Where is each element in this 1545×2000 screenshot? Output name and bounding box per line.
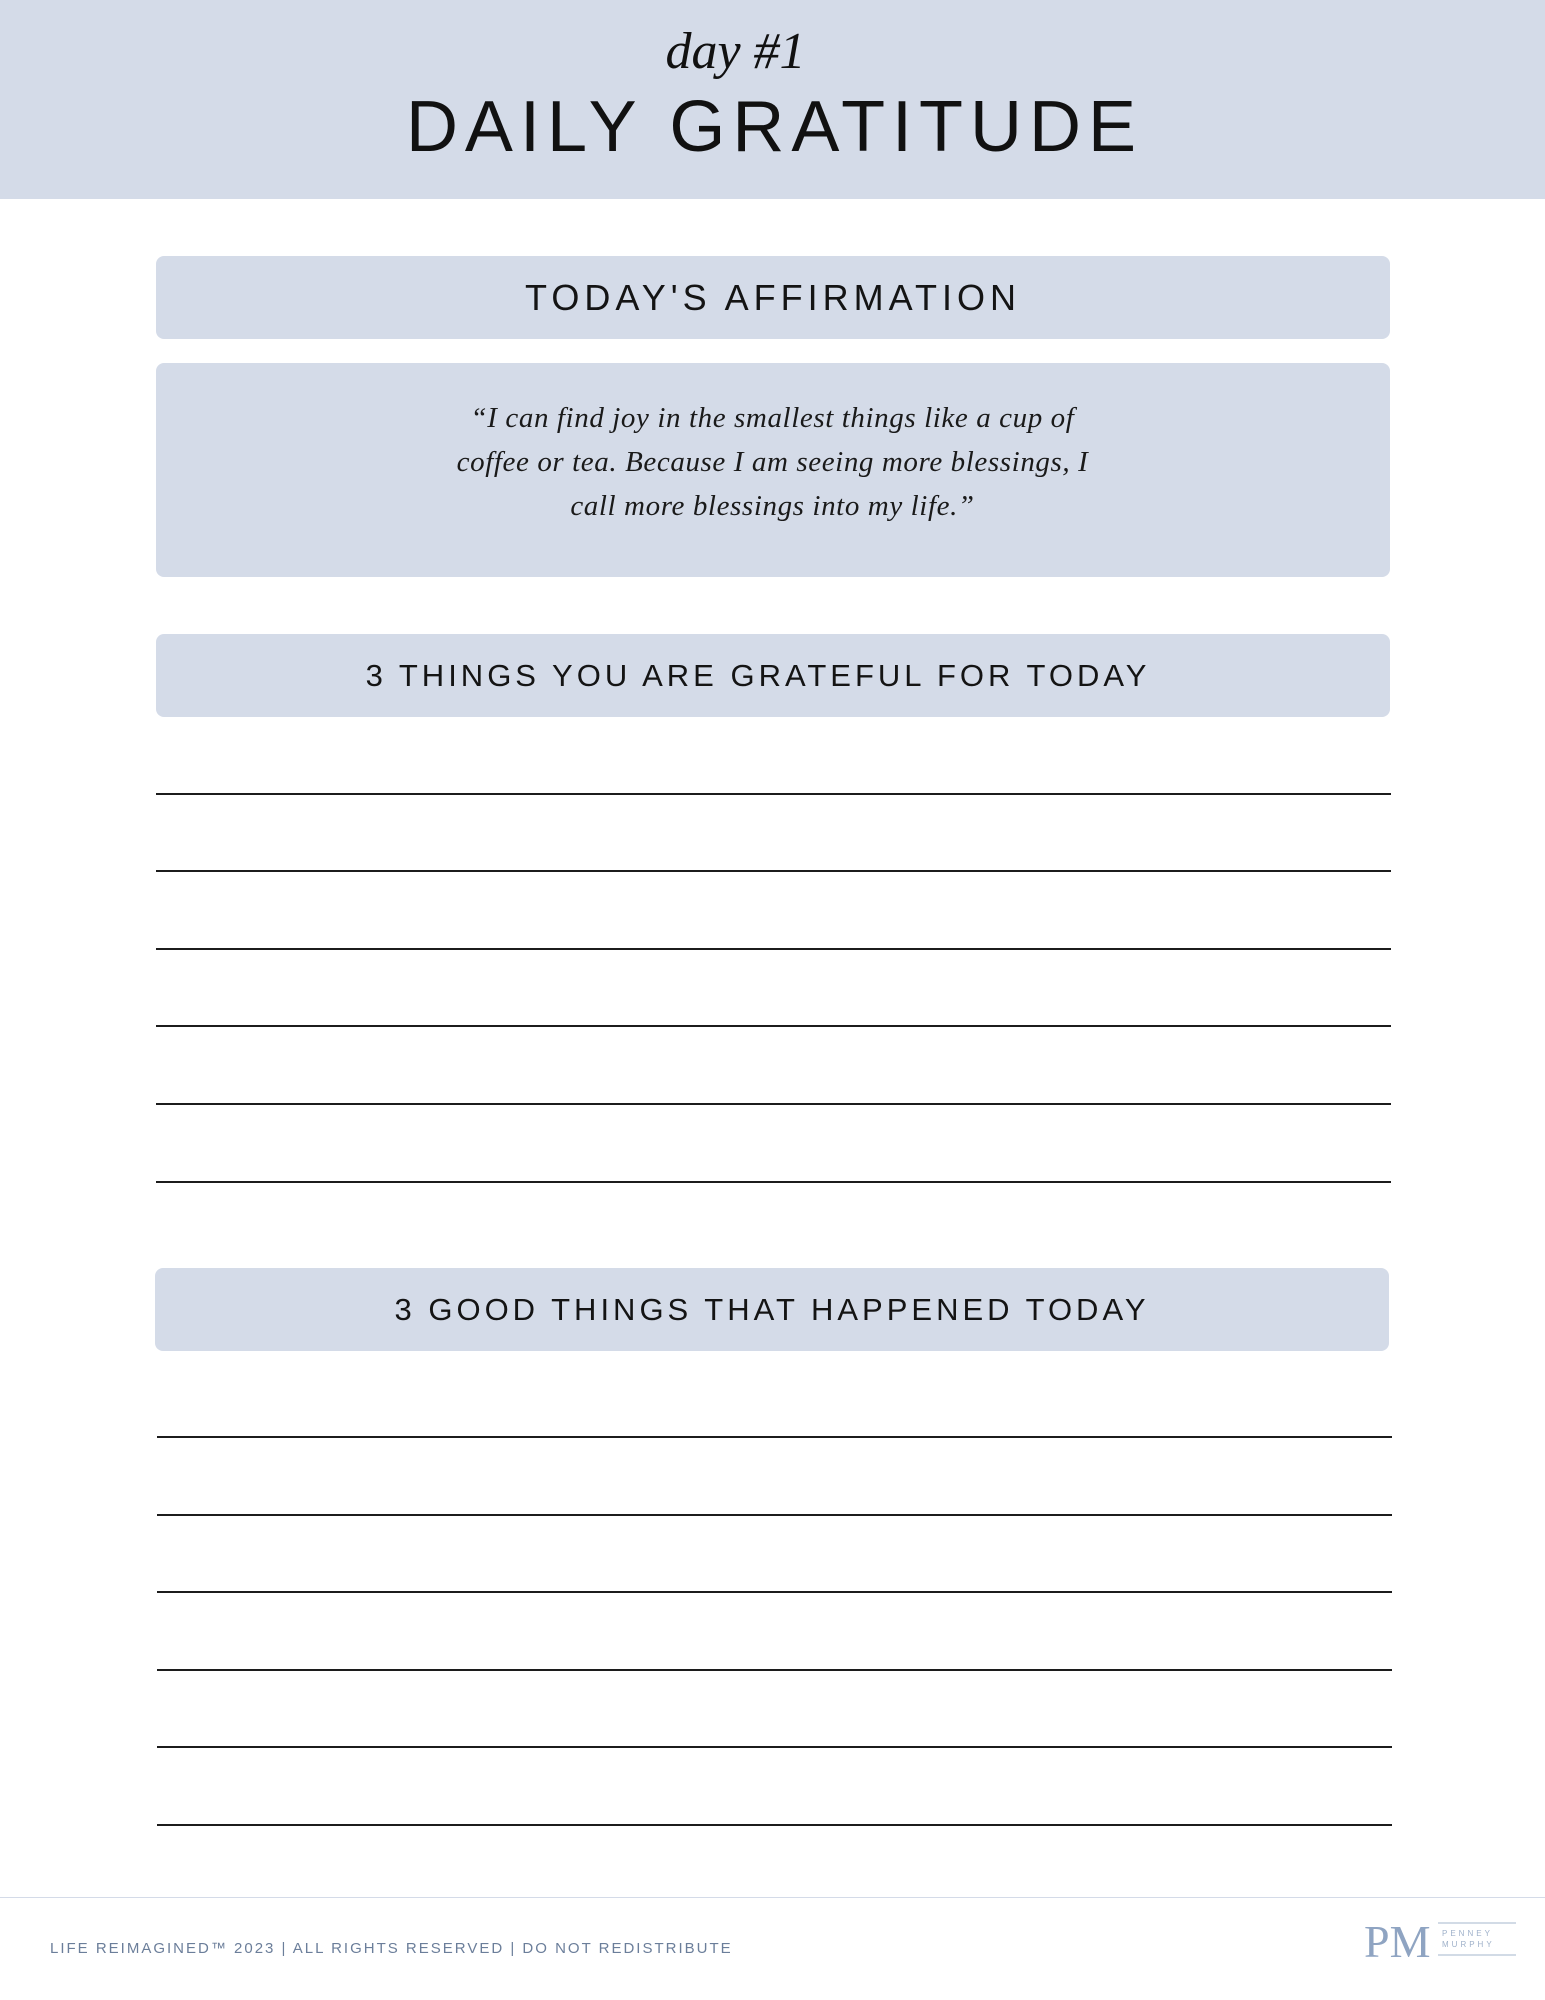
grateful-writing-line[interactable] [156,1103,1391,1105]
affirmation-heading-bar [156,256,1390,339]
quote-line: coffee or tea. Because I am seeing more blessings, I [456,446,1089,478]
affirmation-heading: TODAY'S AFFIRMATION [525,276,1021,318]
good-things-writing-line[interactable] [157,1514,1392,1516]
good-things-writing-line[interactable] [157,1669,1392,1671]
good-things-writing-line[interactable] [157,1824,1392,1826]
logo-name-line1: PENNEY [1442,1929,1493,1938]
logo-monogram: PM [1364,1916,1431,1965]
grateful-writing-line[interactable] [156,1181,1391,1183]
day-subtitle: day #1 [665,23,806,80]
logo-name-line2: MURPHY [1442,1940,1495,1949]
page-title: DAILY GRATITUDE [405,87,1144,167]
footer-divider [0,1897,1545,1898]
affirmation-quote [420,396,1125,528]
good-things-heading: 3 GOOD THINGS THAT HAPPENED TODAY [394,1291,1150,1327]
grateful-writing-line[interactable] [156,793,1391,795]
quote-line: call more blessings into my life.” [570,490,975,522]
good-things-writing-line[interactable] [157,1746,1392,1748]
grateful-writing-line[interactable] [156,1025,1391,1027]
grateful-heading-bar [156,634,1390,717]
grateful-heading: 3 THINGS YOU ARE GRATEFUL FOR TODAY [365,657,1151,693]
grateful-writing-line[interactable] [156,948,1391,950]
good-things-heading-bar [155,1268,1389,1351]
quote-line: “I can find joy in the smallest things like a cup of [470,402,1075,434]
footer-copyright: LIFE REIMAGINED™ 2023 | ALL RIGHTS RESERVED | DO NOT REDISTRIBUTE [50,1940,733,1957]
good-things-writing-line[interactable] [157,1436,1392,1438]
penney-murphy-logo [1364,1915,1524,1965]
grateful-writing-line[interactable] [156,870,1391,872]
good-things-writing-line[interactable] [157,1591,1392,1593]
